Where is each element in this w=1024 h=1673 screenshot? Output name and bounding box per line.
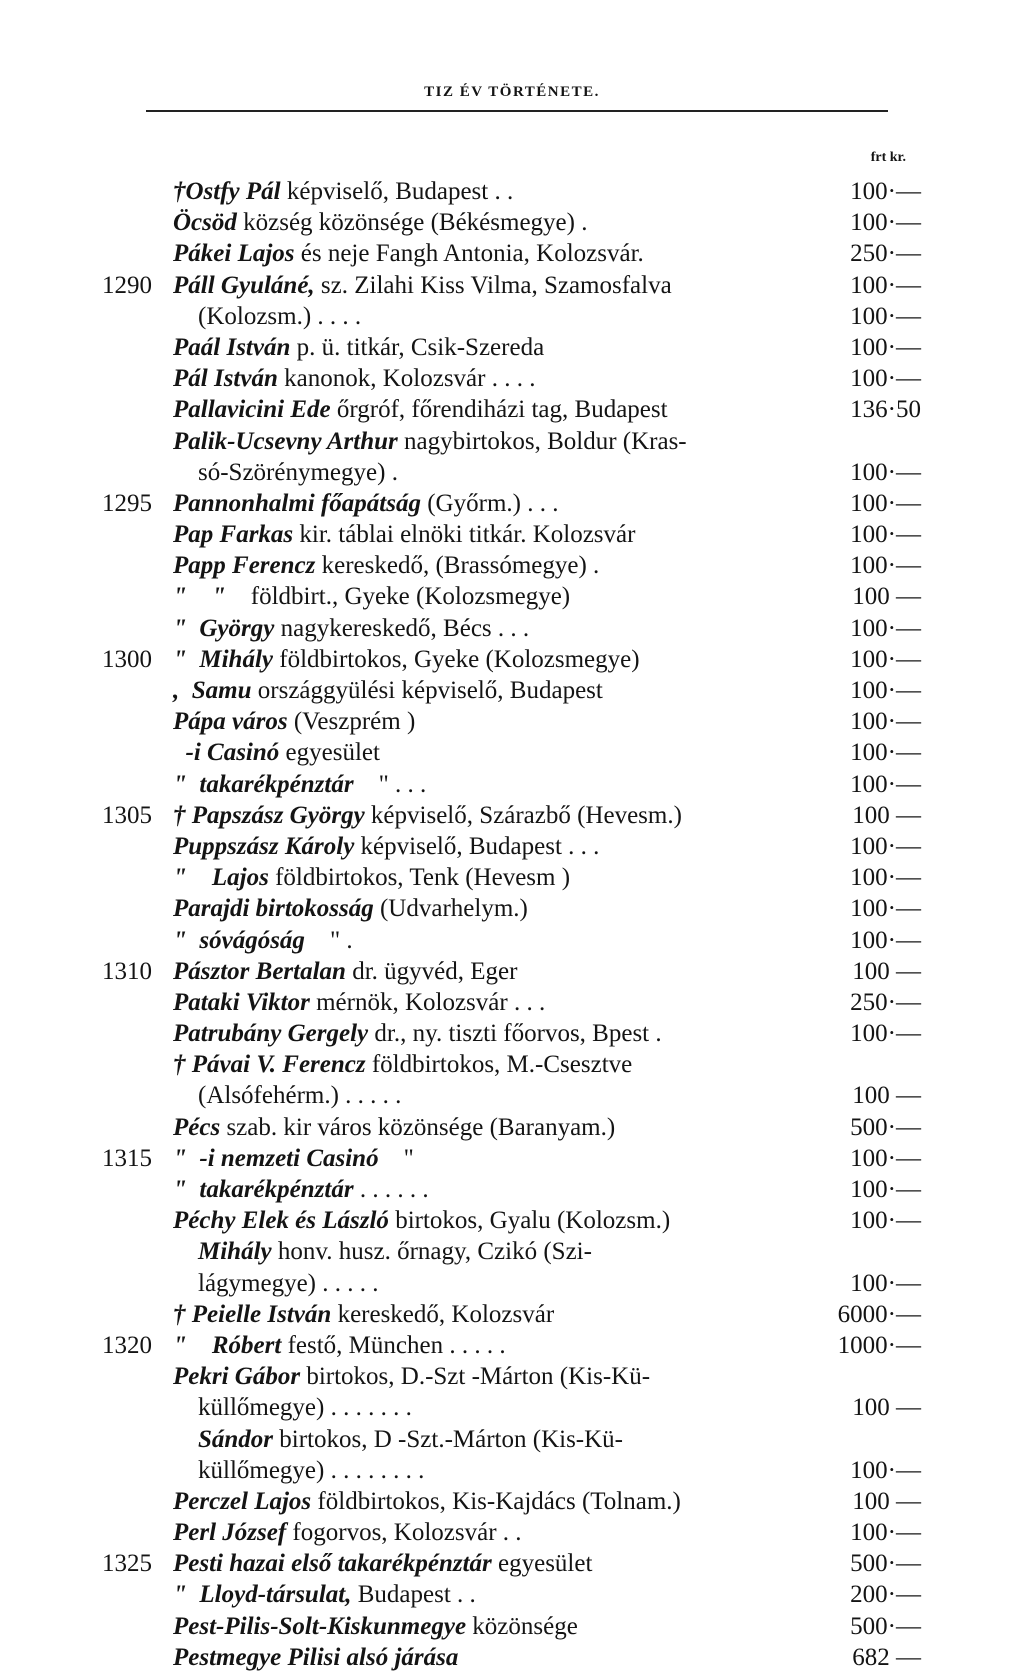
- entry-amount: 100·—: [850, 864, 921, 892]
- entry-amount: 100·—: [850, 489, 921, 517]
- entry-amount: 100·—: [850, 895, 921, 923]
- entry-description: birtokos, Gyalu (Kolozsm.): [388, 1207, 671, 1235]
- entry-text: [173, 176, 513, 207]
- entry-description: nagybirtokos, Boldur (Kras-: [397, 427, 687, 455]
- entry-text: [173, 426, 687, 457]
- entry-text: [173, 1174, 429, 1205]
- entry-text: [173, 862, 570, 893]
- entry-description: honv. husz. őrnagy, Czikó (Szi-: [271, 1238, 592, 1266]
- entry-amount: 100·—: [850, 1456, 921, 1484]
- entry-text: [173, 925, 353, 956]
- entry-name: Pécs: [173, 1113, 221, 1141]
- entry-row: [0, 519, 1024, 550]
- entry-description: kanonok, Kolozsvár . . . .: [277, 365, 536, 393]
- entry-description: kir. táblai elnöki titkár. Kolozsvár: [293, 521, 636, 549]
- entry-name: , Samu: [173, 677, 252, 704]
- entry-name: " Mihály: [173, 645, 273, 673]
- entry-amount: 100·—: [850, 1020, 921, 1048]
- entry-description: egyesület: [279, 739, 380, 767]
- entry-text: [173, 737, 380, 768]
- entry-description: festő, München . . . . .: [281, 1331, 506, 1359]
- entry-row: [0, 1361, 1024, 1392]
- entry-description: fogorvos, Kolozsvár . .: [286, 1519, 522, 1547]
- entry-row: [0, 363, 1024, 394]
- entry-text: [173, 613, 529, 644]
- entry-text: [173, 706, 415, 737]
- entry-text: [173, 1049, 632, 1080]
- entry-row: [0, 1049, 1024, 1080]
- entry-name: Puppszász Károly: [173, 832, 355, 860]
- entry-amount: 682 —: [852, 1643, 921, 1671]
- entry-text: [173, 457, 398, 488]
- entry-description: p. ü. titkár, Csik-Szereda: [290, 333, 545, 361]
- entry-row: [0, 332, 1024, 363]
- entry-text: [173, 1018, 662, 1049]
- entry-description: földbirt., Gyeke (Kolozsmegye): [225, 583, 571, 611]
- entry-description: birtokos, D -Szt.-Márton (Kis-Kü-: [273, 1425, 623, 1453]
- entry-name: " takarékpénztár: [173, 770, 354, 798]
- entry-text: [173, 1548, 592, 1579]
- entry-amount: 100·—: [850, 645, 921, 673]
- entry-description: lágymegye) . . . . .: [173, 1269, 379, 1297]
- entry-name: Perl József: [173, 1519, 287, 1547]
- entry-description: só-Szörénymegye) .: [173, 458, 398, 486]
- entry-description: község közönsége (Békésmegye) .: [236, 209, 588, 237]
- entry-row: [0, 1330, 1024, 1361]
- entry-text: [173, 238, 644, 269]
- entry-row: [0, 301, 1024, 332]
- entry-text: [173, 987, 545, 1018]
- entry-row: [0, 1112, 1024, 1143]
- entry-amount: 100·—: [850, 770, 921, 798]
- entry-row: [0, 1392, 1024, 1423]
- entry-name: " -i nemzeti Casinó: [173, 1144, 379, 1172]
- entry-name: Pataki Viktor: [173, 988, 310, 1016]
- entry-text: [173, 270, 672, 301]
- entry-amount: 100·—: [850, 708, 921, 736]
- entry-amount: 100·—: [850, 1176, 921, 1203]
- entry-description: birtokos, D.-Szt -Márton (Kis-Kü-: [300, 1363, 651, 1391]
- entry-number: 1310: [102, 957, 152, 985]
- entry-text: [173, 1205, 670, 1236]
- entry-amount: 100·—: [850, 739, 921, 767]
- entry-row: [0, 1080, 1024, 1111]
- entry-text: [173, 800, 682, 831]
- entry-amount: 100 —: [852, 801, 921, 829]
- entry-description: egyesület: [491, 1550, 593, 1578]
- entry-description: nagykereskedő, Bécs . . .: [274, 614, 530, 642]
- entry-amount: 1000·—: [837, 1331, 921, 1359]
- entry-description: földbirtokos, Kis-Kajdács (Tolnam.): [311, 1487, 681, 1515]
- entry-name: Paál István: [173, 333, 291, 361]
- entry-amount: 100 —: [852, 1394, 921, 1422]
- entry-amount: 100·—: [850, 209, 921, 237]
- entry-name: Pestmegye Pilisi alsó járása: [173, 1643, 459, 1671]
- entry-text: [173, 519, 635, 550]
- entry-amount: 6000·—: [837, 1300, 921, 1328]
- entry-name: † Pávai V. Ferencz: [173, 1051, 366, 1079]
- entry-row: [0, 550, 1024, 581]
- entry-description: szab. kir város közönsége (Baranyam.): [220, 1113, 616, 1141]
- entry-name: Pákei Lajos: [173, 240, 295, 268]
- entry-name: Pápa város: [173, 708, 288, 736]
- entry-amount: 100·—: [850, 614, 921, 642]
- entry-row: [0, 1018, 1024, 1049]
- entry-amount: 100 —: [852, 1082, 921, 1110]
- header-rule: [146, 110, 888, 112]
- entry-name: " takarékpénztár: [173, 1176, 354, 1203]
- entry-description: és neje Fangh Antonia, Kolozsvár.: [294, 240, 644, 268]
- entry-text: [173, 301, 361, 332]
- entry-row: [0, 1486, 1024, 1517]
- entry-row: [0, 644, 1024, 675]
- entry-row: [0, 1268, 1024, 1299]
- entry-name: Pap Farkas: [173, 521, 294, 549]
- entry-row: [0, 1579, 1024, 1610]
- entry-name: " Lloyd-társulat,: [173, 1581, 352, 1609]
- entry-number: 1290: [102, 271, 152, 299]
- entry-text: [173, 1268, 379, 1299]
- entry-row: [0, 613, 1024, 644]
- entry-text: [173, 644, 640, 675]
- entry-row: [0, 238, 1024, 269]
- entry-row: [0, 488, 1024, 519]
- entry-description: (Veszprém ): [287, 708, 416, 736]
- entry-row: [0, 769, 1024, 800]
- entry-row: [0, 1299, 1024, 1330]
- entry-text: [173, 1486, 681, 1517]
- entry-description: (Győrm.) . . .: [420, 489, 559, 517]
- entry-text: [173, 769, 426, 800]
- entry-row: [0, 1517, 1024, 1548]
- entry-amount: 500·—: [850, 1113, 921, 1141]
- entry-amount: 100·—: [850, 832, 921, 860]
- entry-amount: 100·—: [850, 365, 921, 393]
- entry-name: Pásztor Bertalan: [173, 957, 346, 985]
- entry-text: [173, 363, 535, 394]
- entry-name: † Peielle István: [173, 1300, 332, 1328]
- entry-text: [173, 1143, 414, 1174]
- entry-row: [0, 1611, 1024, 1642]
- entry-row: [0, 706, 1024, 737]
- entry-text: [173, 831, 599, 862]
- entry-amount: 100·—: [850, 552, 921, 580]
- entry-text: [173, 1579, 476, 1610]
- entry-amount: 500·—: [850, 1612, 921, 1640]
- entry-row: [0, 457, 1024, 488]
- entry-amount: 100·—: [850, 458, 921, 486]
- entry-text: [173, 1080, 401, 1111]
- entry-name: Pallavicini Ede: [173, 396, 331, 424]
- entry-name: Öcsöd: [173, 209, 237, 237]
- entry-name: †Ostfy Pál: [173, 178, 281, 205]
- entry-row: [0, 831, 1024, 862]
- entry-number: 1305: [102, 801, 152, 829]
- entry-row: [0, 176, 1024, 207]
- entry-description: (Kolozsm.) . . . .: [173, 302, 362, 330]
- entry-name: Pekri Gábor: [173, 1363, 301, 1391]
- entry-row: [0, 893, 1024, 924]
- entry-description: . . . . . .: [353, 1176, 429, 1203]
- entry-text: [173, 581, 570, 612]
- entry-row: [0, 207, 1024, 238]
- entry-text: [173, 1392, 412, 1423]
- entry-text: [173, 1361, 650, 1392]
- entry-name: † Papszász György: [173, 801, 365, 829]
- entry-text: [173, 1236, 592, 1267]
- entry-text: [173, 488, 558, 519]
- entry-row: [0, 1455, 1024, 1486]
- entry-description: küllőmegye) . . . . . . . .: [173, 1456, 425, 1484]
- entry-text: [173, 1455, 424, 1486]
- entry-text: [173, 207, 587, 238]
- entry-name: Pest-Pilis-Solt-Kiskunmegye: [173, 1612, 467, 1640]
- entry-text: [173, 1299, 554, 1330]
- running-head: TIZ ÉV TÖRTÉNETE.: [424, 84, 600, 100]
- entry-row: [0, 956, 1024, 987]
- entry-name: Papp Ferencz: [173, 552, 316, 580]
- entry-text: [173, 1642, 458, 1673]
- entry-description: " .: [304, 926, 353, 954]
- entry-text: [173, 675, 603, 706]
- entry-name: " Lajos: [173, 864, 269, 892]
- entry-name: Perczel Lajos: [173, 1487, 312, 1515]
- entry-row: [0, 1548, 1024, 1579]
- entry-description: (Alsófehérm.) . . . . .: [173, 1082, 402, 1110]
- entry-text: [173, 956, 517, 987]
- entry-name: Pesti hazai első takarékpénztár: [173, 1550, 492, 1578]
- entry-row: [0, 862, 1024, 893]
- entry-description: ": [378, 1144, 414, 1172]
- entry-number: 1315: [102, 1144, 152, 1172]
- entry-amount: 250·—: [850, 240, 921, 268]
- entry-amount: 100 —: [852, 583, 921, 611]
- entry-amount: 100·—: [850, 1207, 921, 1235]
- entry-name: Patrubány Gergely: [173, 1020, 369, 1048]
- entry-row: [0, 1143, 1024, 1174]
- entry-row: [0, 1174, 1024, 1205]
- entry-name: Palik-Ucsevny Arthur: [173, 427, 398, 455]
- entry-name: Pannonhalmi főapátság: [173, 489, 421, 517]
- entry-number: 1320: [102, 1331, 152, 1359]
- entry-text: [173, 394, 668, 425]
- entry-number: 1300: [102, 645, 152, 673]
- entry-name: Sándor: [173, 1425, 274, 1453]
- entry-description: Budapest . .: [351, 1581, 476, 1609]
- entry-amount: 100 —: [852, 1487, 921, 1515]
- entry-name: Pál István: [173, 365, 278, 393]
- entry-description: földbirtokos, M.-Csesztve: [365, 1051, 633, 1079]
- entry-description: országgyülési képviselő, Budapest: [251, 677, 603, 704]
- entry-description: képviselő, Szárazbő (Hevesm.): [364, 801, 682, 829]
- entry-amount: 250·—: [850, 988, 921, 1016]
- entry-text: [173, 1517, 522, 1548]
- entry-amount: 100·—: [850, 333, 921, 361]
- entry-row: [0, 800, 1024, 831]
- entry-amount: 100·—: [850, 926, 921, 954]
- entry-description: küllőmegye) . . . . . . .: [173, 1394, 412, 1422]
- entry-text: [173, 893, 528, 924]
- entry-name: -i Casinó: [173, 739, 280, 767]
- entry-description: kereskedő, Kolozsvár: [331, 1300, 555, 1328]
- entry-description: földbirtokos, Tenk (Hevesm ): [268, 864, 571, 892]
- column-heading-currency: frt kr.: [870, 150, 906, 165]
- entry-text: [173, 332, 544, 363]
- entry-row: [0, 1236, 1024, 1267]
- entry-name: Páll Gyuláné,: [173, 271, 315, 299]
- entry-description: képviselő, Budapest . .: [280, 178, 514, 205]
- entry-row: [0, 925, 1024, 956]
- entry-description: képviselő, Budapest . . .: [354, 832, 600, 860]
- entry-row: [0, 270, 1024, 301]
- entry-amount: 100 —: [852, 957, 921, 985]
- entry-number: 1295: [102, 489, 152, 517]
- entry-row: [0, 1424, 1024, 1455]
- entry-text: [173, 1611, 578, 1642]
- entry-name: Mihály: [173, 1238, 272, 1266]
- entry-description: kereskedő, (Brassómegye) .: [315, 552, 600, 580]
- entry-row: [0, 1642, 1024, 1673]
- entry-amount: 100·—: [850, 677, 921, 704]
- entry-description: " . . .: [353, 770, 427, 798]
- entry-row: [0, 1205, 1024, 1236]
- entry-text: [173, 1330, 506, 1361]
- entry-text: [173, 550, 599, 581]
- entry-description: (Udvarhelym.): [373, 895, 528, 923]
- entry-name: Parajdi birtokosság: [173, 895, 374, 923]
- entry-description: mérnök, Kolozsvár . . .: [309, 988, 546, 1016]
- entry-description: közönsége: [466, 1612, 578, 1640]
- entry-amount: 100·—: [850, 1519, 921, 1547]
- entry-row: [0, 737, 1024, 768]
- entry-text: [173, 1424, 623, 1455]
- entry-amount: 100·—: [850, 1144, 921, 1172]
- entry-amount: 200·—: [850, 1581, 921, 1609]
- entry-amount: 136·50: [850, 396, 921, 424]
- entry-description: őrgróf, főrendiházi tag, Budapest: [330, 396, 668, 424]
- entry-amount: 100·—: [850, 178, 921, 205]
- entry-row: [0, 675, 1024, 706]
- entry-amount: 100·—: [850, 271, 921, 299]
- entry-name: Péchy Elek és László: [173, 1207, 389, 1235]
- entry-row: [0, 426, 1024, 457]
- entry-description: dr. ügyvéd, Eger: [345, 957, 518, 985]
- entry-name: " Róbert: [173, 1331, 282, 1359]
- entry-name: " sóvágóság: [173, 926, 305, 954]
- entry-text: [173, 1112, 615, 1143]
- entry-row: [0, 581, 1024, 612]
- entry-row: [0, 394, 1024, 425]
- entry-number: 1325: [102, 1550, 152, 1578]
- entries-list: [0, 176, 1024, 1673]
- entry-amount: 100·—: [850, 521, 921, 549]
- entry-amount: 500·—: [850, 1550, 921, 1578]
- entry-row: [0, 987, 1024, 1018]
- entry-name: " ": [173, 583, 226, 611]
- entry-description: dr., ny. tiszti főorvos, Bpest .: [368, 1020, 662, 1048]
- entry-name: " György: [173, 614, 275, 642]
- entry-amount: 100·—: [850, 302, 921, 330]
- entry-description: sz. Zilahi Kiss Vilma, Szamosfalva: [314, 271, 672, 299]
- entry-description: földbirtokos, Gyeke (Kolozsmegye): [273, 645, 640, 673]
- entry-amount: 100·—: [850, 1269, 921, 1297]
